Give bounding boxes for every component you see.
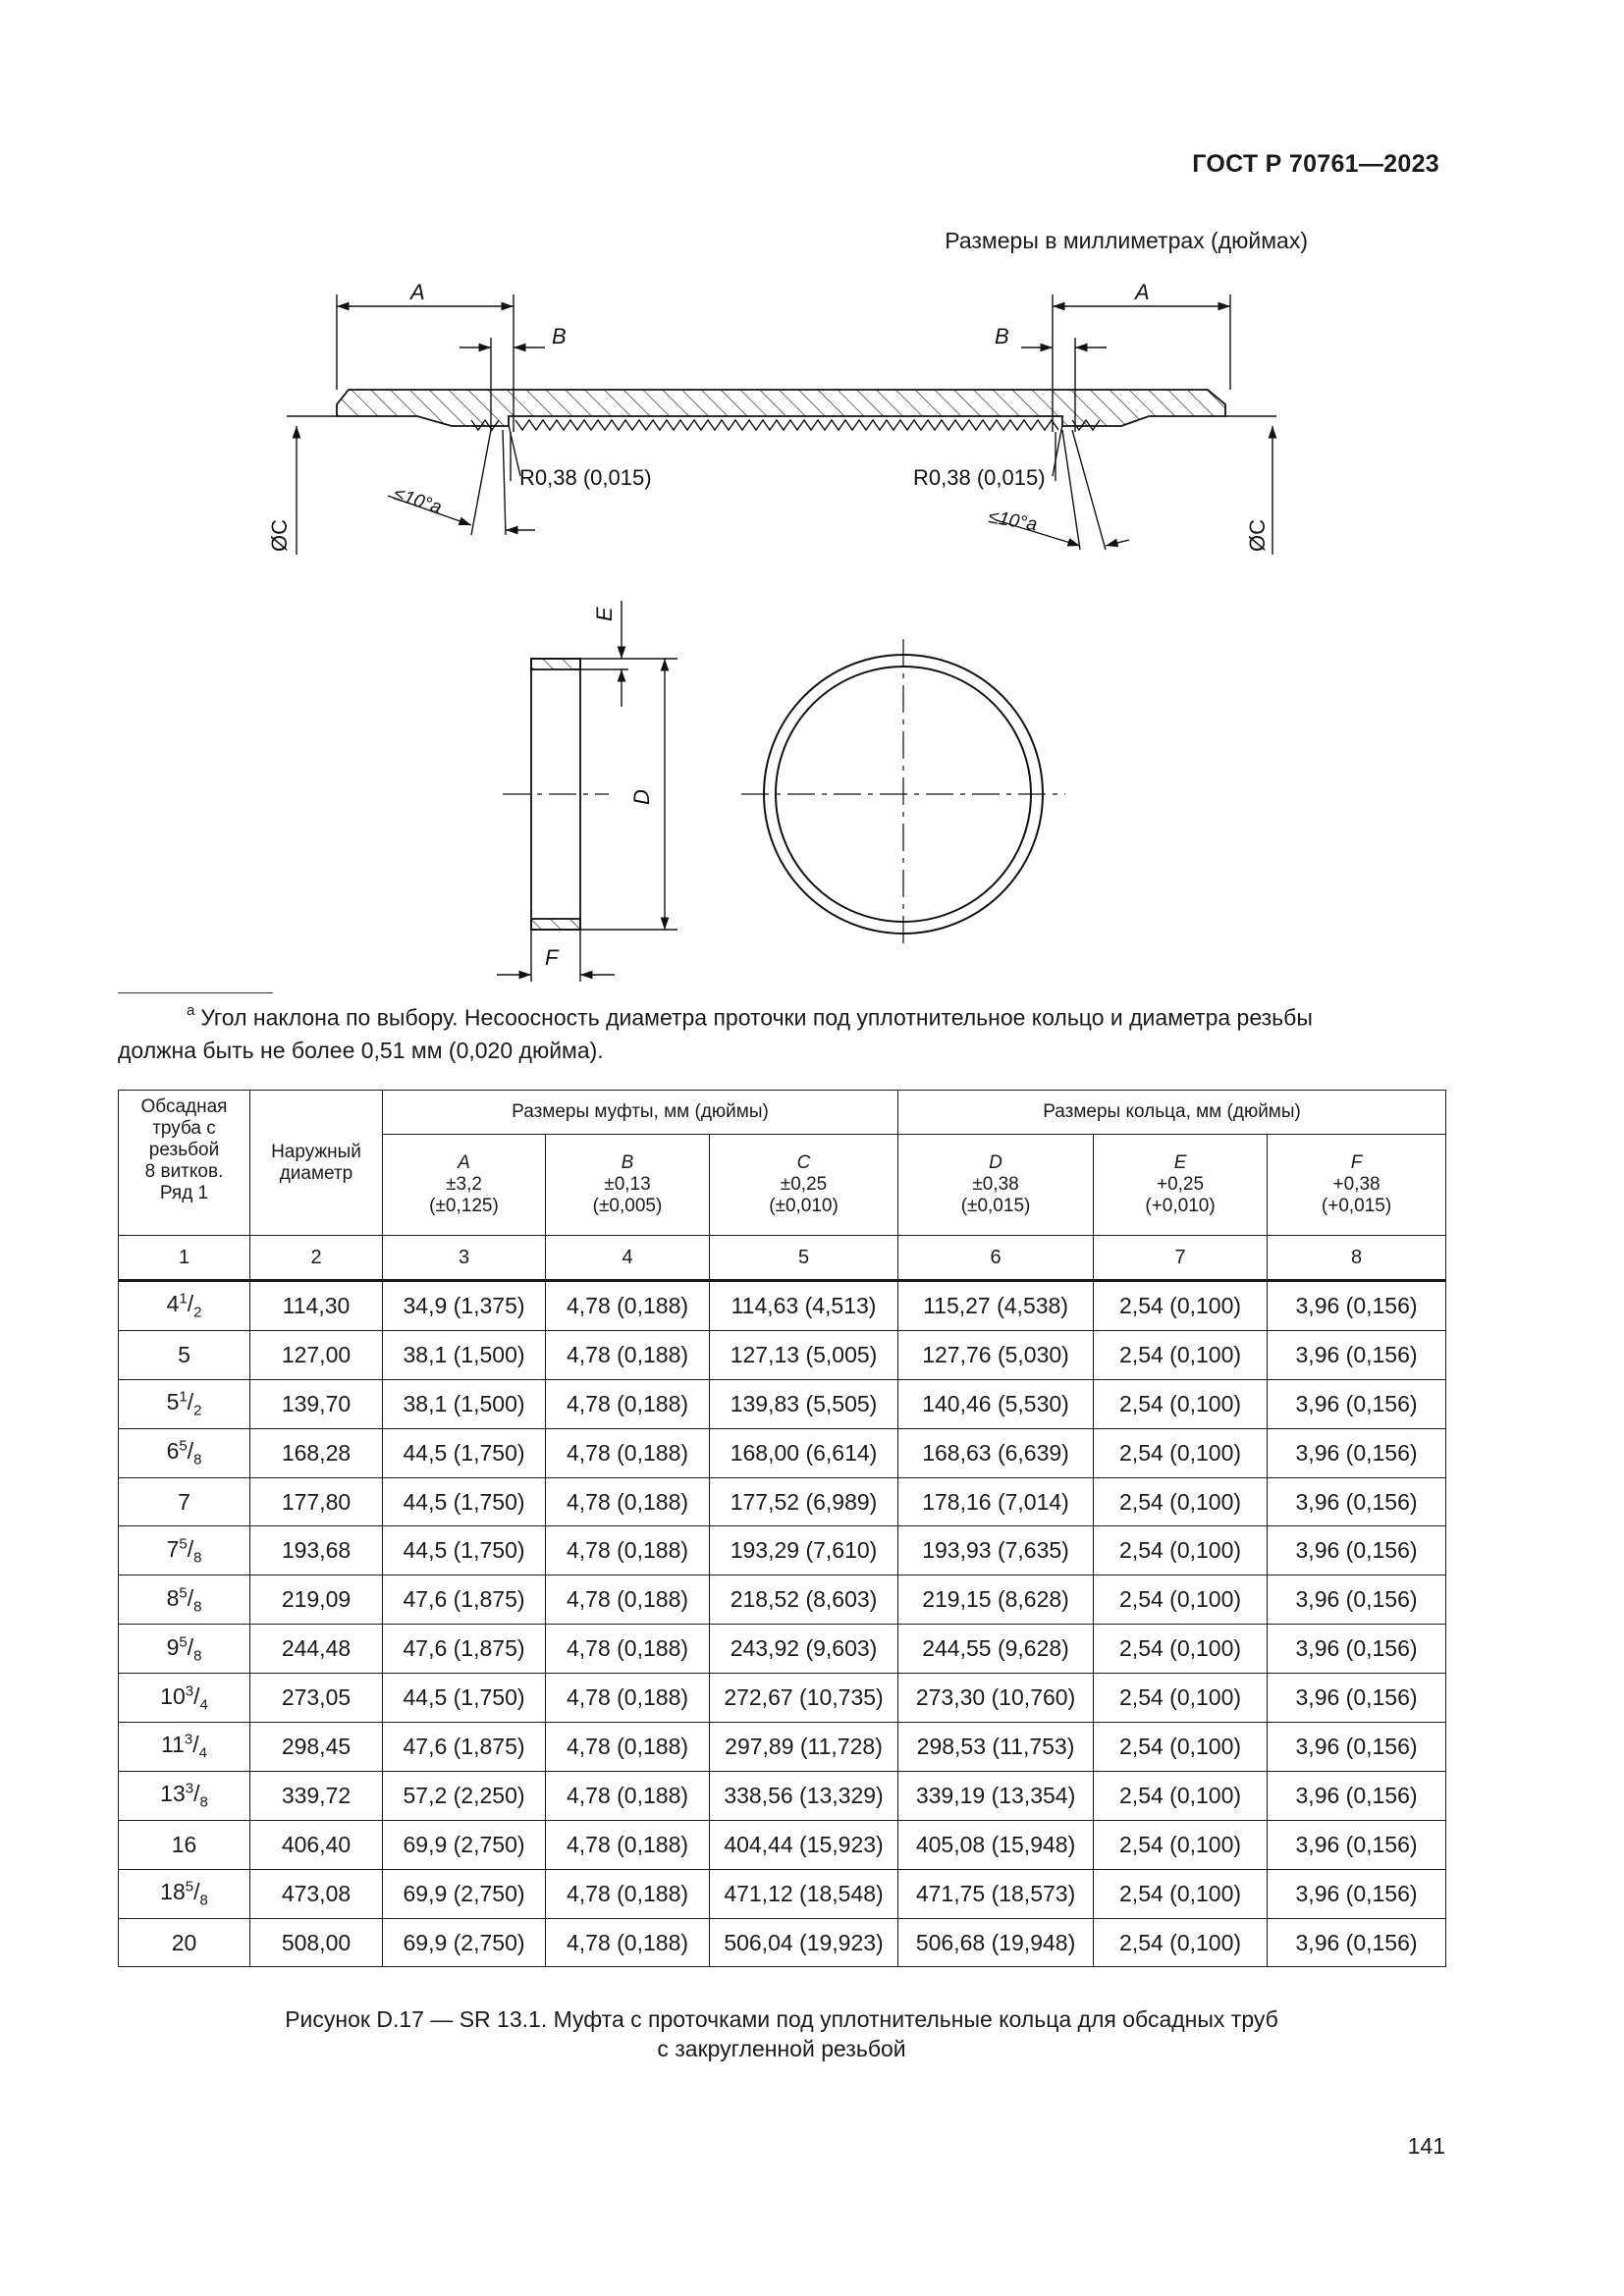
table-cell: 506,04 (19,923) [710, 1918, 898, 1967]
footnote-marker: a [187, 1002, 195, 1019]
table-cell: 3,96 (0,156) [1268, 1918, 1446, 1967]
table-cell: 4,78 (0,188) [546, 1723, 710, 1772]
table-cell: 2,54 (0,100) [1094, 1477, 1268, 1526]
table-cell: 4,78 (0,188) [546, 1625, 710, 1674]
table-cell: 47,6 (1,875) [383, 1723, 546, 1772]
table-cell: 47,6 (1,875) [383, 1625, 546, 1674]
table-cell: 127,76 (5,030) [898, 1330, 1094, 1379]
column-number: 2 [250, 1236, 383, 1281]
casing-size: $8^5/_8$ [119, 1575, 250, 1625]
label-b-left: B [552, 324, 567, 348]
label-a-left: A [410, 280, 425, 304]
table-cell: 2,54 (0,100) [1094, 1869, 1268, 1918]
casing-size: $9^5/_8$ [119, 1625, 250, 1674]
table-cell: 3,96 (0,156) [1268, 1869, 1446, 1918]
table-cell: 2,54 (0,100) [1094, 1674, 1268, 1723]
table-cell: 218,52 (8,603) [710, 1575, 898, 1625]
column-number: 6 [898, 1236, 1094, 1281]
radius-leader-right [1053, 425, 1062, 476]
table-row [119, 1820, 1446, 1869]
table-cell: 406,40 [250, 1820, 383, 1869]
table-cell: 2,54 (0,100) [1094, 1625, 1268, 1674]
table-cell: 3,96 (0,156) [1268, 1379, 1446, 1428]
header-outer-diameter: Наружный диаметр [250, 1091, 383, 1236]
table-cell: 244,55 (9,628) [898, 1625, 1094, 1674]
table-cell: 127,13 (5,005) [710, 1330, 898, 1379]
label-radius-left: R0,38 (0,015) [519, 465, 652, 490]
table-cell: 3,96 (0,156) [1268, 1820, 1446, 1869]
table-cell: 2,54 (0,100) [1094, 1575, 1268, 1625]
subheader-b: B ±0,13 (±0,005) [546, 1135, 710, 1236]
casing-size: $6^5/_8$ [119, 1428, 250, 1477]
table-cell: 115,27 (4,538) [898, 1281, 1094, 1331]
table-row [119, 1575, 1446, 1625]
table-cell: 193,93 (7,635) [898, 1526, 1094, 1575]
table-cell: 44,5 (1,750) [383, 1477, 546, 1526]
table-cell: 4,78 (0,188) [546, 1820, 710, 1869]
subheader-f: F +0,38 (+0,015) [1268, 1135, 1446, 1236]
table-row [119, 1379, 1446, 1428]
table-cell: 4,78 (0,188) [546, 1575, 710, 1625]
table-cell: 2,54 (0,100) [1094, 1330, 1268, 1379]
table-row [119, 1428, 1446, 1477]
table-cell: 139,70 [250, 1379, 383, 1428]
table-cell: 3,96 (0,156) [1268, 1281, 1446, 1331]
table-cell: 219,15 (8,628) [898, 1575, 1094, 1625]
casing-size: 20 [119, 1918, 250, 1967]
table-cell: 69,9 (2,750) [383, 1869, 546, 1918]
table-cell: 168,28 [250, 1428, 383, 1477]
label-angle-left: ≤10°a [391, 483, 445, 519]
table-cell: 273,30 (10,760) [898, 1674, 1094, 1723]
table-cell: 44,5 (1,750) [383, 1428, 546, 1477]
table-cell: 57,2 (2,250) [383, 1771, 546, 1820]
table-cell: 273,05 [250, 1674, 383, 1723]
thread-profile [515, 420, 1058, 430]
table-cell: 243,92 (9,603) [710, 1625, 898, 1674]
standard-header: ГОСТ Р 70761—2023 [1192, 150, 1439, 178]
table-cell: 404,44 (15,923) [710, 1820, 898, 1869]
casing-size: 7 [119, 1477, 250, 1526]
table-cell: 298,45 [250, 1723, 383, 1772]
column-number: 5 [710, 1236, 898, 1281]
table-cell: 168,00 (6,614) [710, 1428, 898, 1477]
table-cell: 3,96 (0,156) [1268, 1477, 1446, 1526]
page-number: 141 [1407, 2133, 1445, 2159]
casing-size: $10^3/_4$ [119, 1674, 250, 1723]
table-cell: 405,08 (15,948) [898, 1820, 1094, 1869]
table-cell: 69,9 (2,750) [383, 1820, 546, 1869]
table-cell: 4,78 (0,188) [546, 1428, 710, 1477]
table-cell: 298,53 (11,753) [898, 1723, 1094, 1772]
table-row [119, 1330, 1446, 1379]
caption-line-2: с закругленной резьбой [657, 2036, 906, 2061]
table-cell: 339,19 (13,354) [898, 1771, 1094, 1820]
subheader-a: A ±3,2 (±0,125) [383, 1135, 546, 1236]
table-row [119, 1625, 1446, 1674]
table-cell: 4,78 (0,188) [546, 1526, 710, 1575]
table-cell: 114,63 (4,513) [710, 1281, 898, 1331]
table-cell: 473,08 [250, 1869, 383, 1918]
units-note: Размеры в миллиметрах (дюймах) [945, 228, 1308, 253]
table-cell: 140,46 (5,530) [898, 1379, 1094, 1428]
table-cell: 4,78 (0,188) [546, 1771, 710, 1820]
table-row [119, 1771, 1446, 1820]
table-cell: 4,78 (0,188) [546, 1674, 710, 1723]
label-ring-f: F [545, 945, 559, 970]
technical-drawing [0, 0, 1624, 991]
table-row [119, 1281, 1446, 1331]
table-row [119, 1918, 1446, 1967]
label-angle-right: ≤10°a [987, 507, 1039, 536]
figure-caption [118, 2004, 1445, 2063]
table-cell: 47,6 (1,875) [383, 1575, 546, 1625]
table-cell: 338,56 (13,329) [710, 1771, 898, 1820]
table-cell: 3,96 (0,156) [1268, 1330, 1446, 1379]
subheader-c: C ±0,25 (±0,010) [710, 1135, 898, 1236]
table-cell: 3,96 (0,156) [1268, 1625, 1446, 1674]
footnote-rule [118, 992, 273, 993]
label-c-left: ØC [267, 519, 292, 552]
column-number: 3 [383, 1236, 546, 1281]
table-cell: 3,96 (0,156) [1268, 1526, 1446, 1575]
ring-front-view [741, 639, 1065, 949]
column-number: 7 [1094, 1236, 1268, 1281]
table-cell: 2,54 (0,100) [1094, 1379, 1268, 1428]
table-row [119, 1526, 1446, 1575]
table-cell: 2,54 (0,100) [1094, 1918, 1268, 1967]
table-cell: 193,29 (7,610) [710, 1526, 898, 1575]
header-ring: Размеры кольца, мм (дюймы) [898, 1091, 1446, 1135]
label-a-right: A [1135, 280, 1150, 304]
table-cell: 471,75 (18,573) [898, 1869, 1094, 1918]
column-number: 8 [1268, 1236, 1446, 1281]
table-cell: 2,54 (0,100) [1094, 1526, 1268, 1575]
table-cell: 2,54 (0,100) [1094, 1281, 1268, 1331]
table-cell: 114,30 [250, 1281, 383, 1331]
table-cell: 2,54 (0,100) [1094, 1428, 1268, 1477]
table-cell: 127,00 [250, 1330, 383, 1379]
table-cell: 339,72 [250, 1771, 383, 1820]
table-cell: 4,78 (0,188) [546, 1281, 710, 1331]
table-cell: 4,78 (0,188) [546, 1918, 710, 1967]
table-cell: 4,78 (0,188) [546, 1379, 710, 1428]
table-cell: 69,9 (2,750) [383, 1918, 546, 1967]
table-cell: 3,96 (0,156) [1268, 1575, 1446, 1625]
table-row [119, 1869, 1446, 1918]
column-number: 1 [119, 1236, 250, 1281]
table-cell: 4,78 (0,188) [546, 1477, 710, 1526]
table-cell: 177,80 [250, 1477, 383, 1526]
table-cell: 44,5 (1,750) [383, 1674, 546, 1723]
casing-size: $7^5/_8$ [119, 1526, 250, 1575]
table-cell: 34,9 (1,375) [383, 1281, 546, 1331]
label-radius-right: R0,38 (0,015) [913, 465, 1046, 490]
table-cell: 38,1 (1,500) [383, 1379, 546, 1428]
casing-size: $11^3/_4$ [119, 1723, 250, 1772]
casing-size: 5 [119, 1330, 250, 1379]
table-cell: 139,83 (5,505) [710, 1379, 898, 1428]
table-cell: 168,63 (6,639) [898, 1428, 1094, 1477]
coupling-section [337, 390, 1225, 426]
table-cell: 297,89 (11,728) [710, 1723, 898, 1772]
table-cell: 3,96 (0,156) [1268, 1723, 1446, 1772]
table-row [119, 1477, 1446, 1526]
label-ring-d: D [629, 789, 654, 805]
casing-size: $13^3/_8$ [119, 1771, 250, 1820]
casing-size: $5^1/_2$ [119, 1379, 250, 1428]
column-number: 4 [546, 1236, 710, 1281]
table-cell: 2,54 (0,100) [1094, 1723, 1268, 1772]
table-row [119, 1723, 1446, 1772]
table-cell: 3,96 (0,156) [1268, 1428, 1446, 1477]
table-cell: 471,12 (18,548) [710, 1869, 898, 1918]
table-row [119, 1674, 1446, 1723]
table-cell: 178,16 (7,014) [898, 1477, 1094, 1526]
casing-size: 16 [119, 1820, 250, 1869]
footnote [118, 996, 1445, 1067]
table-cell: 244,48 [250, 1625, 383, 1674]
table-cell: 4,78 (0,188) [546, 1869, 710, 1918]
table-cell: 506,68 (19,948) [898, 1918, 1094, 1967]
label-c-right: ØC [1245, 519, 1270, 552]
casing-size: $4^1/_2$ [119, 1281, 250, 1331]
caption-line-1: Рисунок D.17 — SR 13.1. Муфта с проточками под уплотнительные кольца для обсадных труб [285, 2006, 1278, 2032]
table-cell: 4,78 (0,188) [546, 1330, 710, 1379]
table-cell: 272,67 (10,735) [710, 1674, 898, 1723]
table-cell: 193,68 [250, 1526, 383, 1575]
label-b-right: B [995, 324, 1009, 348]
subheader-e: E +0,25 (+0,010) [1094, 1135, 1268, 1236]
header-casing: Обсадная труба с резьбой 8 витков. Ряд 1 [119, 1091, 250, 1236]
table-cell: 177,52 (6,989) [710, 1477, 898, 1526]
label-ring-e: E [592, 607, 617, 621]
footnote-text-1: Угол наклона по выбору. Несоосность диаметра проточки под уплотнительное кольцо и диаметра резьбы [200, 1004, 1313, 1031]
casing-size: $18^5/_8$ [119, 1869, 250, 1918]
footnote-text-2: должна быть не более 0,51 мм (0,020 дюйма). [118, 1037, 604, 1063]
table-cell: 2,54 (0,100) [1094, 1771, 1268, 1820]
table-cell: 38,1 (1,500) [383, 1330, 546, 1379]
table-cell: 44,5 (1,750) [383, 1526, 546, 1575]
table-cell: 3,96 (0,156) [1268, 1771, 1446, 1820]
table-cell: 3,96 (0,156) [1268, 1674, 1446, 1723]
table-cell: 219,09 [250, 1575, 383, 1625]
header-coupling: Размеры муфты, мм (дюймы) [383, 1091, 898, 1135]
dimensions-table [118, 1090, 1446, 1967]
table-cell: 508,00 [250, 1918, 383, 1967]
subheader-d: D ±0,38 (±0,015) [898, 1135, 1094, 1236]
table-cell: 2,54 (0,100) [1094, 1820, 1268, 1869]
